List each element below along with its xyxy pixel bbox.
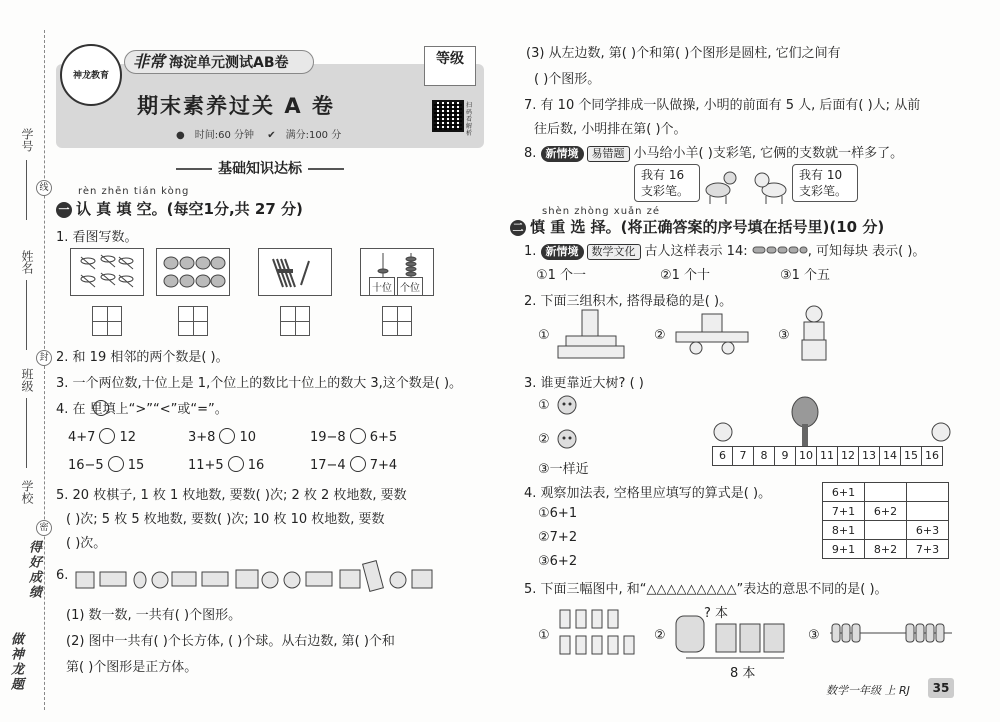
part1-heading [56, 198, 303, 219]
table-cell: 9+1 [823, 540, 865, 559]
sticks-bundle-icon [259, 249, 331, 295]
page-number: 35 [928, 678, 954, 698]
qr-code-icon[interactable] [432, 100, 464, 132]
ball-icon [390, 572, 406, 588]
part1-title: 认 真 填 空。(每空1分,共 27 分) [76, 200, 303, 218]
compare-5 [188, 456, 264, 473]
table-cell [865, 483, 907, 502]
answer-box-3[interactable] [280, 306, 310, 336]
part1-pinyin: rèn zhēn tián kòng [78, 186, 190, 197]
fill-line [26, 160, 27, 220]
table-cell [865, 521, 907, 540]
q6-5: ( )个图形。 [534, 72, 601, 87]
compare-left: 17−4 [310, 458, 346, 473]
p2-q5-opt2[interactable]: ② [654, 628, 666, 643]
q4-text: 4. 在 里填上“>”“<”或“=”。 [56, 402, 228, 417]
p2-q3-opt3[interactable]: ③一样近 [538, 462, 589, 477]
p2-q4: 4. 观察加法表, 空格里应填写的算式是( )。 [524, 486, 772, 501]
pony-icon [700, 166, 740, 206]
number-line-cell: 6 [712, 446, 733, 466]
ones-label: 个位 [397, 277, 423, 296]
series-title [124, 50, 314, 74]
cups-picture [556, 606, 642, 658]
pony-speech-bubble: 我有 16 支彩笔。 [634, 164, 700, 202]
box-icon [172, 572, 196, 586]
dragonflies-picture [70, 248, 144, 296]
p2-q4-opt2[interactable]: ②7+2 [538, 530, 578, 545]
shells-picture [156, 248, 230, 296]
compare-circle[interactable] [350, 456, 366, 472]
cut-mark-secret: 密 [36, 520, 52, 536]
number-line-cell: 15 [901, 446, 922, 466]
table-cell [907, 502, 949, 521]
shapes-row [72, 558, 472, 594]
cube-icon [412, 570, 432, 588]
slogan-2: 得好成绩 [26, 540, 41, 600]
compare-4 [68, 456, 144, 473]
p2-q1-question-end: , 可知每块 表示( )。 [807, 244, 926, 259]
p2-q1-opt3[interactable]: ③1 个五 [780, 268, 831, 283]
box-icon [100, 572, 126, 586]
p2-q3-opt2[interactable]: ② [538, 432, 550, 447]
fill-line [26, 398, 27, 468]
math-culture-badge: 数学文化 [587, 244, 641, 260]
q8-number: 8. [524, 146, 537, 161]
exam-meta [176, 126, 351, 141]
answer-box-2[interactable] [178, 306, 208, 336]
table-cell: 8+1 [823, 521, 865, 540]
table-row [823, 521, 949, 540]
child-right-icon [930, 420, 952, 446]
number-line-cell: 13 [859, 446, 880, 466]
bag-books-picture [672, 610, 802, 662]
compare-left: 3+8 [188, 430, 216, 445]
number-line [712, 446, 943, 466]
compare-circle[interactable] [228, 456, 244, 472]
part2-number: 二 [510, 220, 526, 236]
q6-3: 第( )个图形是正方体。 [66, 660, 198, 675]
table-cell: 6+2 [865, 502, 907, 521]
number-line-cell: 14 [880, 446, 901, 466]
table-cell: 6+3 [907, 521, 949, 540]
number-line-cell: 10 [796, 446, 817, 466]
answer-box-1[interactable] [92, 306, 122, 336]
p2-q5-opt1[interactable]: ① [538, 628, 550, 643]
q6-2: (2) 图中一共有( )个长方体, ( )个球。从右边数, 第( )个和 [66, 634, 395, 649]
ball-icon [262, 572, 278, 588]
name-label: 姓名 [20, 250, 34, 274]
number-line-cell: 8 [754, 446, 775, 466]
box-icon [202, 572, 228, 586]
part2-title: 慎 重 选 择。(将正确答案的序号填在括号里)(10 分) [530, 218, 885, 236]
ball-icon [284, 572, 300, 588]
monkey-icon [556, 394, 578, 416]
q3-text: 3. 一个两位数,十位上是 1,个位上的数比十位上的数大 3,这个数是( )。 [56, 376, 463, 391]
compare-left: 11+5 [188, 458, 224, 473]
cut-mark-line: 线 [36, 180, 52, 196]
answer-box-4[interactable] [382, 306, 412, 336]
blocks-set-3-icon [796, 304, 832, 362]
school-label: 学校 [20, 480, 34, 504]
q2-text: 2. 和 19 相邻的两个数是( )。 [56, 350, 229, 365]
q6-1: (1) 数一数, 一共有( )个图形。 [66, 608, 242, 623]
compare-right: 10 [239, 430, 256, 445]
header [56, 44, 484, 148]
q5-line-1: 5. 20 枚棋子, 1 枚 1 枚地数, 要数( )次; 2 枚 2 枚地数, 要数 [56, 488, 407, 503]
table-cell: 7+1 [823, 502, 865, 521]
class-label: 班级 [20, 368, 34, 392]
compare-2 [188, 428, 256, 445]
p2-q1-opt2[interactable]: ②1 个十 [660, 268, 711, 283]
cylinder-icon [236, 570, 258, 588]
compare-right: 6+5 [369, 430, 398, 445]
blocks-set-1-icon [556, 306, 636, 360]
child-left-icon [712, 420, 734, 446]
lamb-speech-bubble: 我有 10 支彩笔。 [792, 164, 858, 202]
p2-q3-opt1[interactable]: ① [538, 398, 550, 413]
new-situation-badge: 新情境 [541, 244, 584, 260]
publisher-logo-icon: 神龙教育 [60, 44, 122, 106]
p2-q5-opt3[interactable]: ③ [808, 628, 820, 643]
table-cell: 6+1 [823, 483, 865, 502]
box-icon [306, 572, 332, 586]
compare-left: 4+7 [68, 430, 96, 445]
compare-left: 16−5 [68, 458, 104, 473]
table-cell: 7+3 [907, 540, 949, 559]
tens-label: 十位 [369, 277, 395, 296]
compare-1 [68, 428, 136, 445]
q1-text: 1. 看图写数。 [56, 230, 138, 245]
box-icon [363, 561, 384, 592]
compare-circle[interactable] [108, 456, 124, 472]
p2-q2-opt3[interactable]: ③ [778, 328, 790, 343]
student-id-label: 学号 [20, 128, 34, 152]
compare-left: 19−8 [310, 430, 346, 445]
table-row [823, 540, 949, 559]
p2-q1 [524, 240, 925, 260]
check-icon: ✔ [267, 130, 276, 141]
time-limit: 时间:60 分钟 [194, 130, 255, 141]
abacus-picture [360, 248, 434, 296]
p2-q5: 5. 下面三幅图中, 和“△△△△△△△△△”表达的意思不同的是( )。 [524, 582, 888, 597]
compare-3 [310, 428, 397, 445]
number-line-cell: 9 [775, 446, 796, 466]
q6-4: (3) 从左边数, 第( )个和第( )个图形是圆柱, 它们之间有 [526, 46, 841, 61]
grade-box: 等级 [424, 46, 476, 86]
full-score: 满分:100 分 [285, 130, 342, 141]
cut-mark-seal: 封 [36, 350, 52, 366]
compare-circle[interactable] [219, 428, 235, 444]
compare-circle[interactable] [99, 428, 115, 444]
number-line-cell: 7 [733, 446, 754, 466]
binding-margin [0, 0, 52, 722]
p2-q2-opt1[interactable]: ① [538, 328, 550, 343]
footer-subject: 数学一年级 上 RJ [826, 684, 910, 697]
series-text: 海淀单元测试AB卷 [169, 55, 289, 71]
compare-right: 12 [119, 430, 136, 445]
q7-line-1: 7. 有 10 个同学排成一队做操, 小明的前面有 5 人, 后面有( )人; 从前 [524, 98, 921, 113]
q6-number: 6. [56, 568, 69, 583]
compare-circle-example [93, 400, 109, 416]
new-situation-badge: 新情境 [541, 146, 584, 162]
q8-text [524, 142, 903, 162]
cube-icon [76, 572, 94, 588]
p2-q5-total: 8 本 [730, 666, 756, 681]
part2-heading [510, 216, 884, 237]
page-title: 期末素养过关 A 卷 [137, 94, 335, 118]
clock-icon: ● [176, 130, 185, 141]
error-prone-badge: 易错题 [587, 146, 630, 162]
part2-pinyin: shèn zhòng xuǎn zé [542, 206, 661, 217]
lamb-icon [752, 166, 792, 206]
section-heading: 基础知识达标 [170, 158, 350, 178]
compare-circle[interactable] [350, 428, 366, 444]
part1-number: 一 [56, 202, 72, 218]
p2-q1-number: 1. [524, 244, 537, 259]
p2-q3: 3. 谁更靠近大树? ( ) [524, 376, 644, 391]
ancient-blocks-icon [752, 245, 808, 255]
tree-icon [790, 396, 820, 448]
p2-q4-opt1[interactable]: ①6+1 [538, 506, 578, 521]
cube-icon [340, 570, 360, 588]
number-line-cell: 16 [922, 446, 943, 466]
q5-line-3: ( )次。 [66, 536, 107, 551]
table-cell: 8+2 [865, 540, 907, 559]
table-row [823, 502, 949, 521]
ball-icon [152, 572, 168, 588]
slogan-1: 做神龙题 [8, 632, 23, 692]
brand-text: 非常 [133, 52, 166, 71]
compare-6 [310, 456, 397, 473]
blocks-set-2-icon [672, 310, 752, 358]
dragonfly-icon [71, 249, 143, 295]
p2-q5-unknown: ? 本 [704, 606, 729, 621]
sticks-picture [258, 248, 332, 296]
fill-line [26, 280, 27, 350]
number-line-cell: 12 [838, 446, 859, 466]
qr-caption: 扫码看解析 [466, 102, 473, 137]
cylinder-icon [134, 572, 146, 588]
p2-q2: 2. 下面三组积木, 搭得最稳的是( )。 [524, 294, 733, 309]
q8-question: 小马给小羊( )支彩笔, 它俩的支数就一样多了。 [633, 146, 904, 161]
addition-table [822, 482, 949, 559]
cut-line [44, 30, 45, 710]
table-cell [907, 483, 949, 502]
p2-q1-opt1[interactable]: ①1 个一 [536, 268, 587, 283]
beads-picture [826, 618, 956, 648]
q7-line-2: 往后数, 小明排在第( )个。 [534, 122, 687, 137]
compare-right: 16 [247, 458, 265, 473]
shell-icon [157, 249, 229, 295]
number-line-cell: 11 [817, 446, 838, 466]
p2-q2-opt2[interactable]: ② [654, 328, 666, 343]
table-row [823, 483, 949, 502]
q5-line-2: ( )次; 5 枚 5 枚地数, 要数( )次; 10 枚 10 枚地数, 要数 [66, 512, 385, 527]
p2-q4-opt3[interactable]: ③6+2 [538, 554, 578, 569]
compare-right: 7+4 [369, 458, 398, 473]
monkey-icon [556, 428, 578, 450]
p2-q1-question: 古人这样表示 14: [644, 244, 752, 259]
compare-right: 15 [127, 458, 145, 473]
